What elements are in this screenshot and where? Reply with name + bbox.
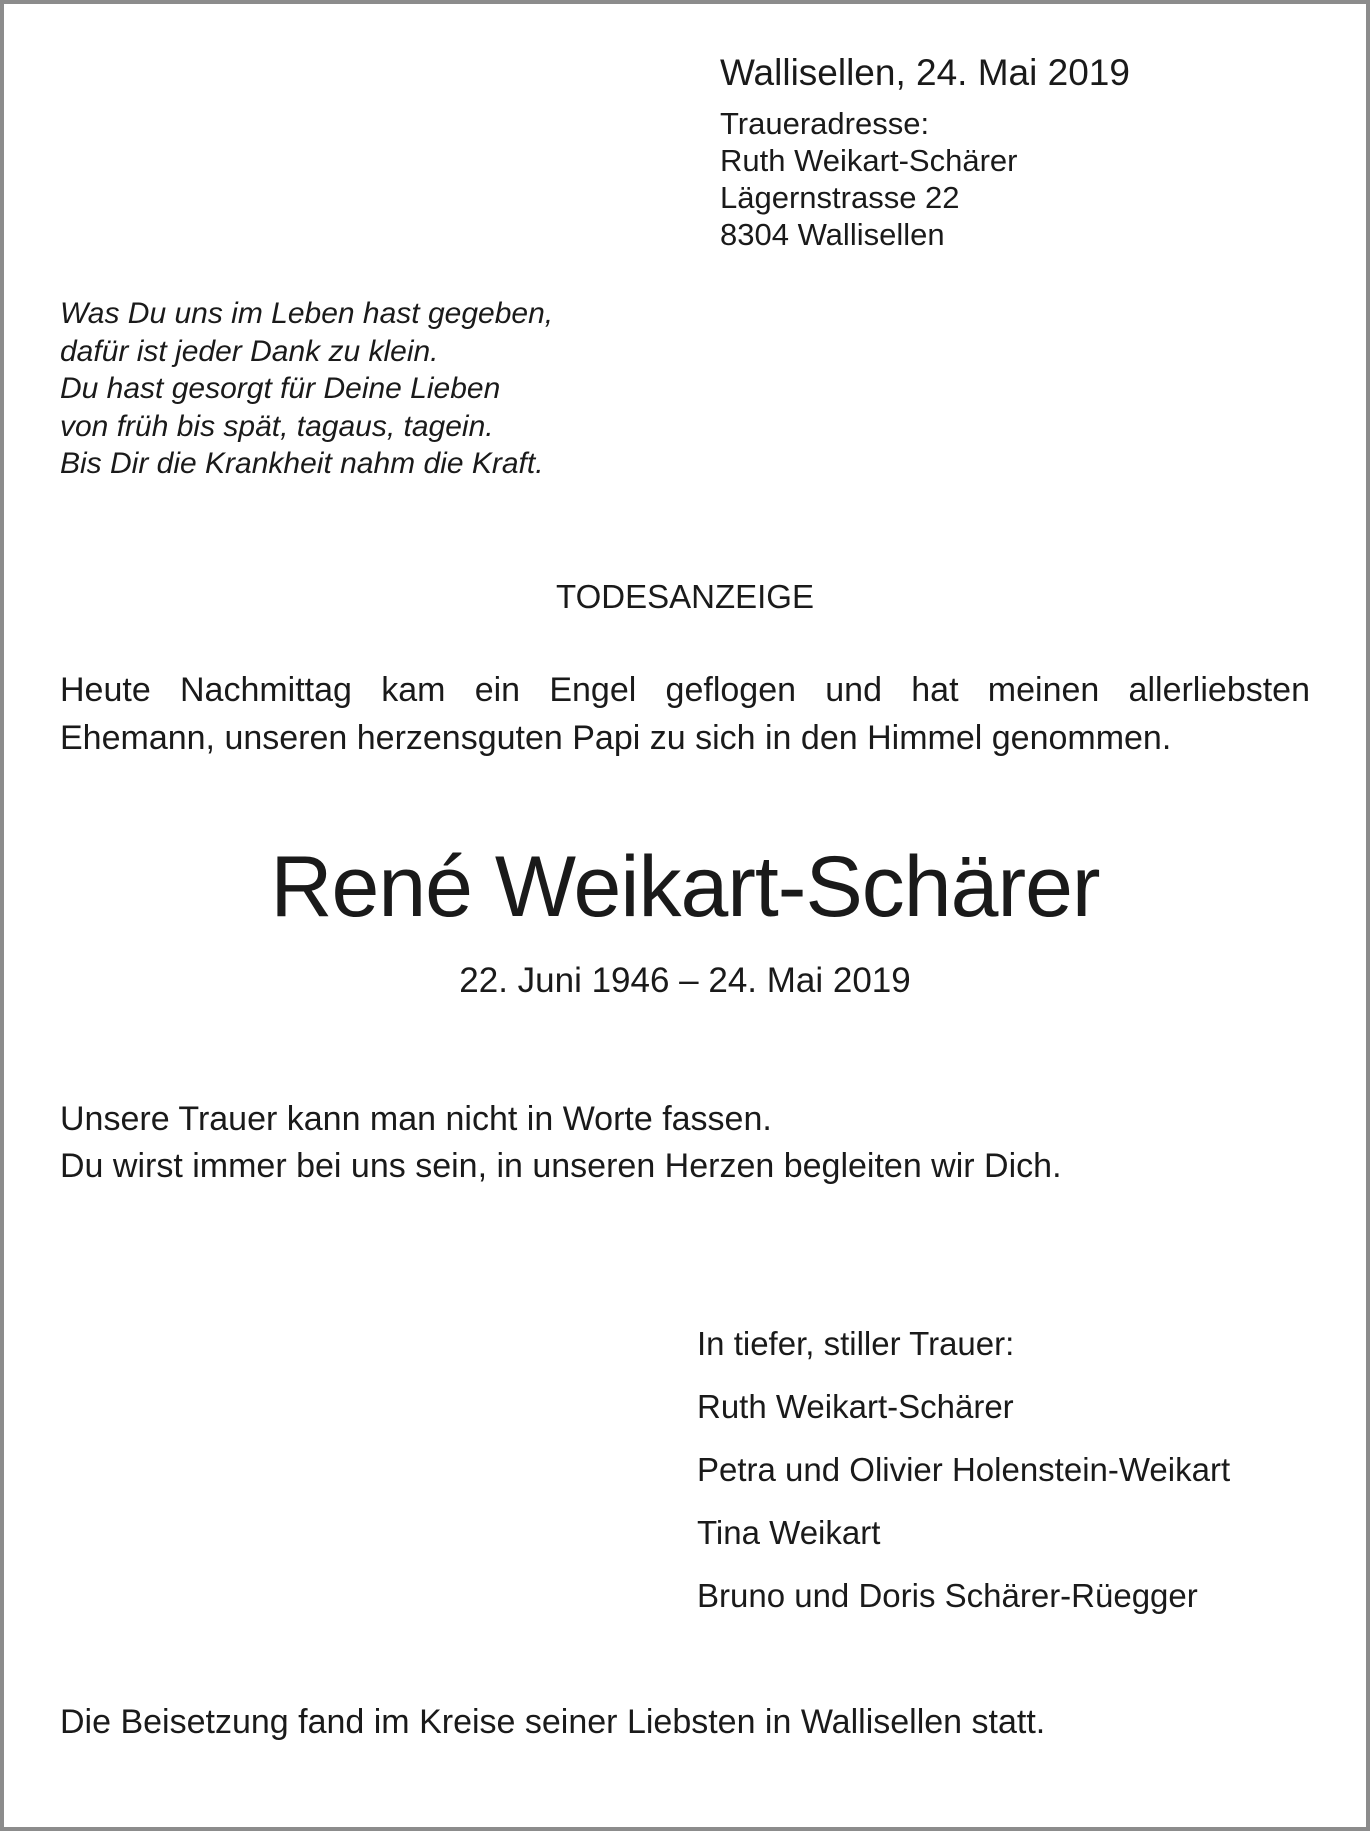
intro-line: Heute Nachmittag kam ein Engel geflogen und hat meinen allerliebsten: [60, 671, 1310, 709]
mourner-name: Petra und Olivier Holenstein-Weikart: [697, 1451, 1231, 1488]
mourner-name: Tina Weikart: [697, 1514, 881, 1551]
burial-note: Die Beisetzung fand im Kreise seiner Liebsten in Wallisellen statt.: [60, 1703, 1046, 1741]
place-date: Wallisellen, 24. Mai 2019: [720, 52, 1130, 93]
mourners-intro: In tiefer, stiller Trauer:: [697, 1325, 1015, 1362]
mourning-line: Unsere Trauer kann man nicht in Worte fassen.: [60, 1100, 772, 1138]
poem-line: Was Du uns im Leben hast gegeben,: [60, 297, 554, 330]
life-dates: 22. Juni 1946 – 24. Mai 2019: [459, 961, 911, 1000]
poem-line: Du hast gesorgt für Deine Lieben: [60, 372, 501, 405]
address-name: Ruth Weikart-Schärer: [720, 143, 1018, 178]
intro-line: Ehemann, unseren herzensguten Papi zu sich in den Himmel genommen.: [60, 719, 1172, 757]
mourning-address: [720, 105, 1017, 253]
deceased-name: René Weikart-Schärer: [270, 839, 1100, 935]
mourning-line: Du wirst immer bei uns sein, in unseren Herzen begleiten wir Dich.: [60, 1147, 1062, 1185]
mourners-list: [697, 1312, 1230, 1627]
mourner-name: Bruno und Doris Schärer-Rüegger: [697, 1577, 1198, 1614]
address-street: Lägernstrasse 22: [720, 180, 960, 215]
intro-paragraph: [60, 666, 1310, 762]
address-city: 8304 Wallisellen: [720, 217, 945, 252]
mourner-name: Ruth Weikart-Schärer: [697, 1388, 1014, 1425]
poem-line: Bis Dir die Krankheit nahm die Kraft.: [60, 447, 544, 480]
address-label: Traueradresse:: [720, 106, 930, 141]
poem-line: dafür ist jeder Dank zu klein.: [60, 334, 439, 368]
poem: [60, 295, 553, 483]
notice-heading: TODESANZEIGE: [556, 578, 814, 615]
poem-line: von früh bis spät, tagaus, tagein.: [60, 409, 494, 443]
mourning-text: [60, 1096, 1062, 1190]
